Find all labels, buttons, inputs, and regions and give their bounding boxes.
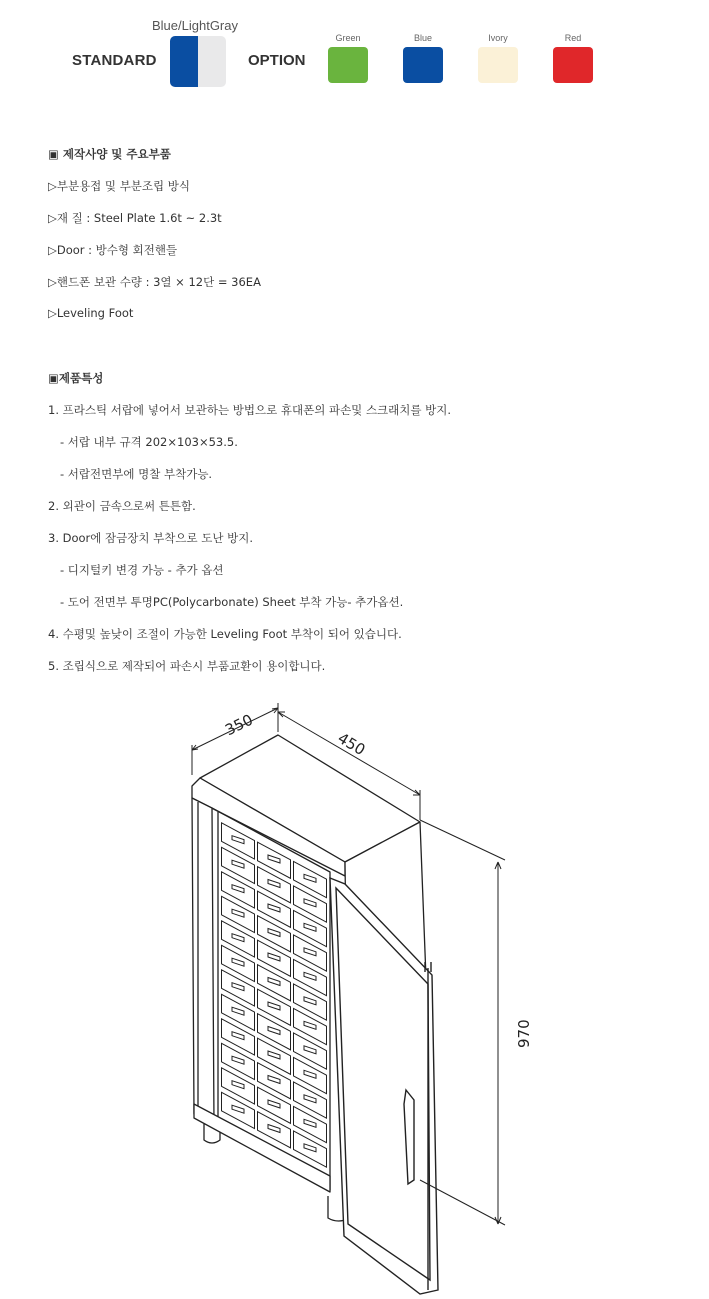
feature-line: 4. 수평및 높낮이 조절이 가능한 Leveling Foot 부착이 되어 있습니다. [48, 627, 402, 641]
feature-line: 3. Door에 잠금장치 부착으로 도난 방지. [48, 531, 253, 545]
option-label: OPTION [248, 52, 306, 69]
standard-color-caption: Blue/LightGray [152, 18, 238, 33]
feature-line: 1. 프라스틱 서랍에 넣어서 보관하는 방법으로 휴대폰의 파손및 스크래치를 방지. [48, 403, 452, 417]
feature-line: - 도어 전면부 투명PC(Polycarbonate) Sheet 부착 가능- 추가옵션. [60, 595, 404, 609]
spec-item: ▷부분용접 및 부분조립 방식 [48, 179, 191, 193]
feature-line: 2. 외관이 금속으로써 튼튼함. [48, 499, 196, 513]
standard-label: STANDARD [72, 52, 157, 69]
option-green-caption: Green [335, 33, 361, 43]
feature-line: - 서랍전면부에 명찰 부착가능. [60, 467, 213, 481]
dim-height-label: 970 [515, 1019, 533, 1048]
dim-width-label: 450 [334, 728, 369, 760]
spec-item: ▷재 질 : Steel Plate 1.6t ~ 2.3t [48, 211, 222, 225]
option-blue-caption: Blue [413, 33, 432, 43]
spec-item: ▷Leveling Foot [48, 306, 134, 320]
option-ivory-caption: Ivory [488, 33, 508, 43]
spec-item: ▷핸드폰 보관 수량 : 3열 × 12단 = 36EA [48, 275, 261, 289]
feature-line: 5. 조립식으로 제작되어 파손시 부품교환이 용이합니다. [48, 659, 326, 673]
feature-line: - 디지털키 변경 가능 - 추가 옵션 [60, 563, 224, 577]
cabinet-left-post [192, 798, 214, 1125]
spec-heading: ▣ 제작사양 및 주요부품 [48, 147, 171, 161]
feature-line: - 서랍 내부 규격 202×103×53.5. [60, 435, 238, 449]
spec-item: ▷Door : 방수형 회전핸들 [48, 243, 178, 257]
features-heading: ▣제품특성 [48, 371, 104, 385]
option-red-caption: Red [564, 33, 582, 43]
dim-depth-label: 350 [222, 710, 256, 740]
